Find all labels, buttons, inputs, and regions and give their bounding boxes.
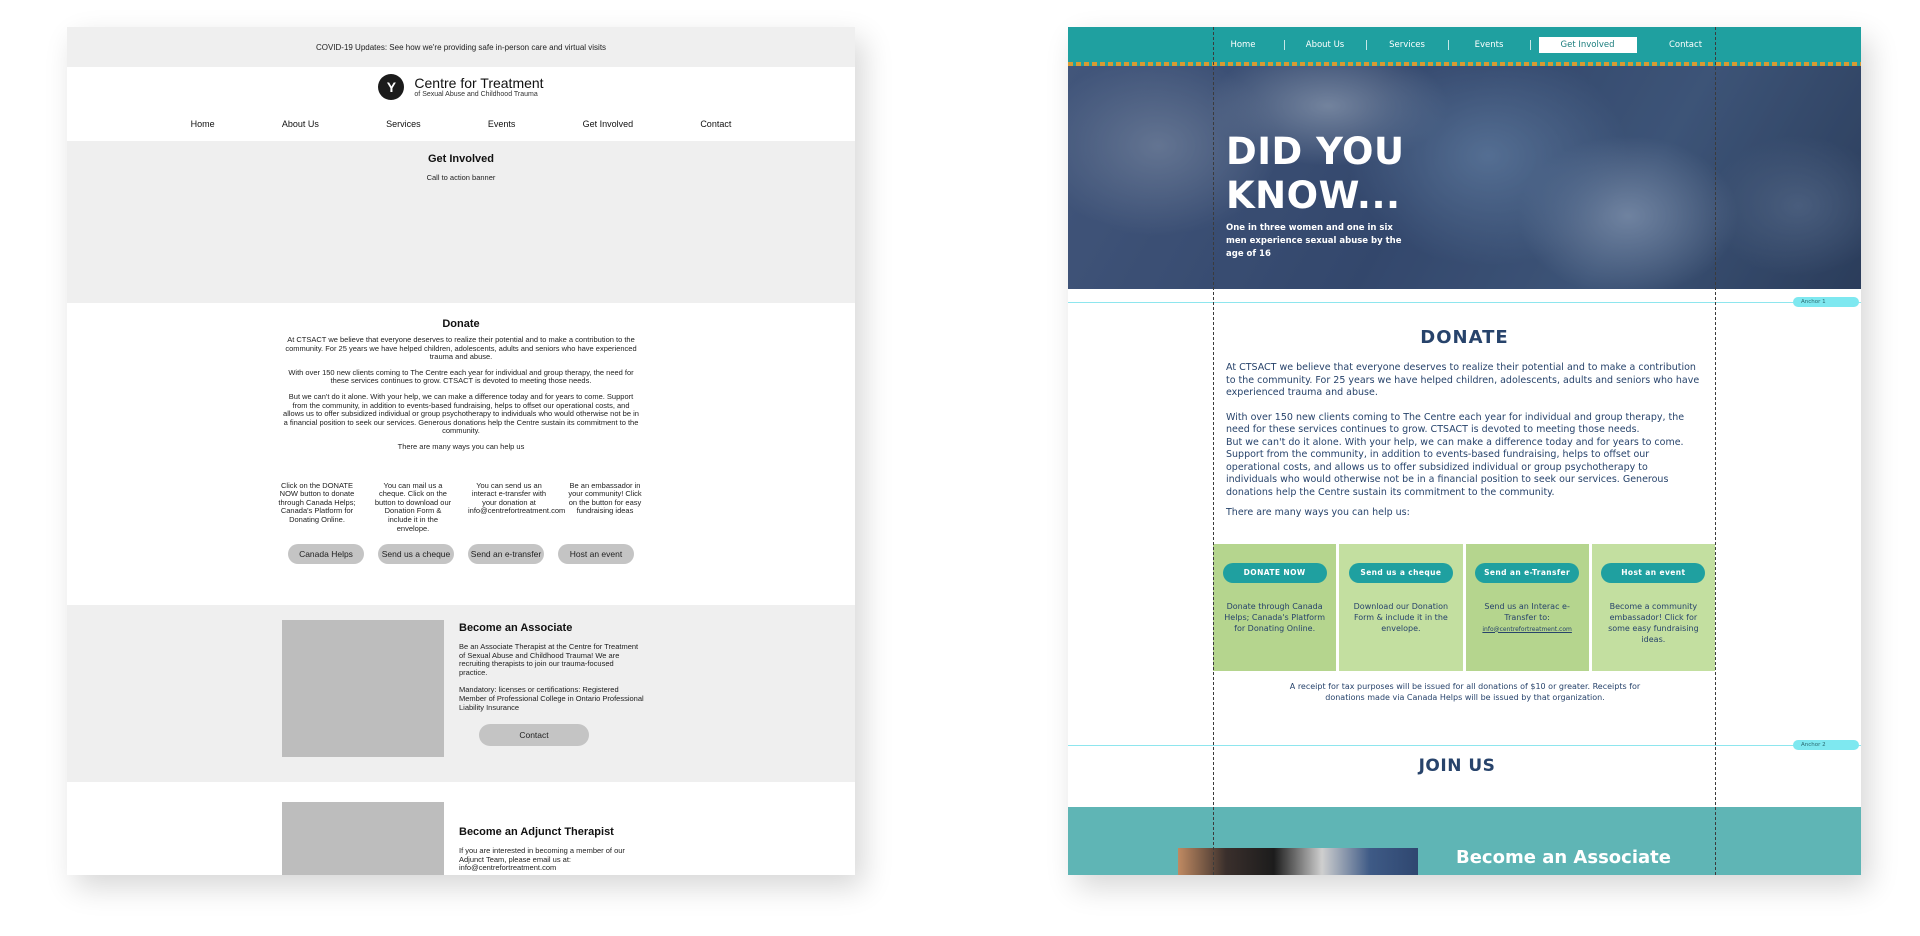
- associate-title: Become an Associate: [1456, 847, 1671, 868]
- donate-card: [1339, 544, 1462, 671]
- donate-paragraph: With over 150 new clients coming to The Centre each year for individual and group therapy, the need for these services continues to grow. CTSACT is devoted to meeting those needs.: [1226, 411, 1685, 435]
- mockup-page: [1068, 27, 1861, 875]
- donate-title: DONATE: [1420, 327, 1509, 348]
- donate-section: [67, 303, 855, 605]
- hero-title-line: KNOW...: [1226, 174, 1401, 217]
- donate-now-button[interactable]: DONATE NOW: [1223, 563, 1327, 583]
- mockup-nav: [1068, 27, 1861, 62]
- donate-section: [1068, 289, 1861, 703]
- nav-services[interactable]: Services: [386, 119, 421, 129]
- email-link[interactable]: info@centrefortreatment.com: [1482, 625, 1572, 633]
- nav-about-us[interactable]: About Us: [281, 119, 319, 129]
- associate-title: Become an Associate: [459, 622, 573, 634]
- hero-subtitle: Call to action banner: [426, 173, 496, 182]
- nav-home[interactable]: Home: [190, 119, 215, 129]
- host-event-button[interactable]: Host an event: [1601, 563, 1705, 583]
- donation-cards: [1213, 544, 1715, 671]
- nav-contact[interactable]: Contact: [700, 119, 732, 129]
- way-text: Be an embassador in your community! Click on the button for easy fundraising ideas: [568, 480, 642, 516]
- card-text: Download our Donation Form & include it in the envelope.: [1353, 601, 1449, 633]
- send-cheque-button[interactable]: Send us a cheque: [1349, 563, 1453, 583]
- hero-image: [1068, 66, 1861, 289]
- anchor-tag[interactable]: [1793, 740, 1859, 750]
- send-etransfer-button[interactable]: Send an e-Transfer: [1475, 563, 1579, 583]
- card-text: Become a community embassador! Click for some easy fundraising ideas.: [1608, 601, 1699, 644]
- way-text: Click on the DONATE NOW button to donate through Canada Helps; Canada's Platform for Donating Online.: [278, 480, 356, 524]
- nav-services[interactable]: Services: [1367, 40, 1449, 50]
- donate-paragraph: At CTSACT we believe that everyone deserves to realize their potential and to make a contribution to the community. For 25 years we have helped children, adolescents, adults and seniors who have experienced trauma and abuse.: [285, 335, 637, 362]
- brand-subtitle: of Sexual Abuse and Childhood Trauma: [414, 91, 538, 98]
- layout-guide: [1213, 27, 1214, 875]
- wireframe-page: [67, 27, 855, 875]
- way-text: You can mail us a cheque. Click on the button to download our Donation Form & include it in the envelope.: [374, 480, 452, 533]
- card-text-body: Send us an Interac e-Transfer to:: [1484, 601, 1570, 622]
- associate-section: [67, 605, 855, 782]
- adjunct-content: [459, 802, 644, 875]
- way-text: You can send us an interact e-transfer with your donation at info@centrefortreatment.com: [468, 480, 566, 516]
- associate-content: [459, 620, 644, 782]
- donate-card: [1592, 544, 1715, 671]
- image-placeholder: [282, 620, 444, 757]
- nav-events[interactable]: Events: [487, 119, 516, 129]
- donate-paragraph: But we can't do it alone. With your help, we can make a difference today and for years to come. Support from the community, in addition to events-based fundraising, helps to offset our operational costs, and allows us to offer subsidized individual or group psychotherapy to individuals who would otherwise not be in a financial position to seek our services. Generous donations help the Centre sustain its commitment to the community.: [1226, 436, 1684, 498]
- anchor-line: [1068, 302, 1861, 303]
- donation-buttons: [67, 544, 855, 564]
- hero-title: Get Involved: [427, 153, 495, 165]
- logo-icon[interactable]: Y: [378, 74, 404, 100]
- hero-subtitle: One in three women and one in six men experience sexual abuse by the age of 16: [1226, 223, 1402, 259]
- hero-title-line: DID YOU: [1226, 130, 1405, 173]
- adjunct-text: If you are interested in becoming a member of our Adjunct Team, please email us at: info@centrefortreatment.com: [459, 846, 625, 873]
- card-text: [1466, 601, 1589, 635]
- layout-guide: [1715, 27, 1716, 875]
- nav-events[interactable]: Events: [1449, 40, 1531, 50]
- join-section: [1068, 756, 1861, 776]
- donate-paragraph: At CTSACT we believe that everyone deserves to realize their potential and to make a contribution to the community. For 25 years we have helped children, adolescents, adults and seniors who have experienced trauma and abuse.: [1226, 362, 1700, 398]
- nav-get-involved[interactable]: Get Involved: [1539, 37, 1637, 53]
- donate-paragraph: With over 150 new clients coming to The Centre each year for individual and group therapy, the need for these services continues to grow. CTSACT is devoted to meeting those needs.: [288, 367, 634, 386]
- nav-get-involved[interactable]: Get Involved: [582, 119, 634, 129]
- contact-button[interactable]: Contact: [479, 724, 589, 746]
- donate-paragraph: There are many ways you can help us: [397, 441, 525, 451]
- site-header: [67, 67, 855, 107]
- card-text: Donate through Canada Helps; Canada's Platform for Donating Online.: [1224, 601, 1325, 633]
- anchor-line: [1068, 745, 1861, 746]
- donation-ways: [67, 482, 855, 536]
- associate-requirements: Mandatory: licenses or certifications: Registered Member of Professional College in Ontario Professional Liability Insurance: [459, 685, 644, 712]
- brand-title: Centre for Treatment: [414, 75, 544, 91]
- anchor-label: Anchor 2: [1801, 742, 1826, 748]
- associate-text: Be an Associate Therapist at the Centre for Treatment of Sexual Abuse and Childhood Trauma! We are recruiting therapists to join our trauma-focused practice.: [459, 642, 639, 677]
- anchor-tag[interactable]: [1793, 297, 1859, 307]
- associate-section: [1068, 807, 1861, 875]
- donate-card: [1213, 544, 1336, 671]
- receipt-note: A receipt for tax purposes will be issued for all donations of $10 or greater. Receipts for donations made via Canada Helps will be issued by that organization.: [1289, 681, 1641, 702]
- covid-banner-text: COVID-19 Updates: See how we're providing safe in-person care and virtual visits: [315, 42, 607, 52]
- nav-contact[interactable]: Contact: [1668, 39, 1703, 50]
- adjunct-section: [67, 782, 855, 875]
- nav-home[interactable]: Home: [1203, 40, 1285, 50]
- anchor-label: Anchor 1: [1801, 299, 1826, 305]
- donate-title: Donate: [442, 318, 480, 330]
- nav-about-us[interactable]: About Us: [1285, 40, 1367, 50]
- send-cheque-button[interactable]: Send us a cheque: [378, 544, 454, 564]
- send-etransfer-button[interactable]: Send an e-transfer: [468, 544, 544, 564]
- donate-card: [1466, 544, 1589, 671]
- hero-banner: [67, 141, 855, 303]
- image-placeholder: [282, 802, 444, 875]
- canada-helps-button[interactable]: Canada Helps: [288, 544, 364, 564]
- donate-paragraph: There are many ways you can help us:: [1226, 507, 1410, 518]
- hero-overlay: [1068, 66, 1861, 289]
- associate-photo: [1178, 848, 1418, 875]
- brand: [414, 76, 543, 98]
- covid-banner[interactable]: [67, 27, 855, 67]
- donate-paragraph: But we can't do it alone. With your help, we can make a difference today and for years to come. Support from the community, in addition to events-based fundraising, helps to offset our operational costs, and allows us to offer subsidized individual or group psychotherapy to individuals who would otherwise not be in a financial position to seek our services. Generous donations help the Centre sustain its commitment to the community.: [283, 391, 639, 436]
- adjunct-title: Become an Adjunct Therapist: [459, 826, 614, 838]
- host-event-button[interactable]: Host an event: [558, 544, 634, 564]
- join-title: JOIN US: [1418, 756, 1496, 776]
- main-nav: [67, 107, 855, 141]
- hero-title: [1226, 130, 1405, 218]
